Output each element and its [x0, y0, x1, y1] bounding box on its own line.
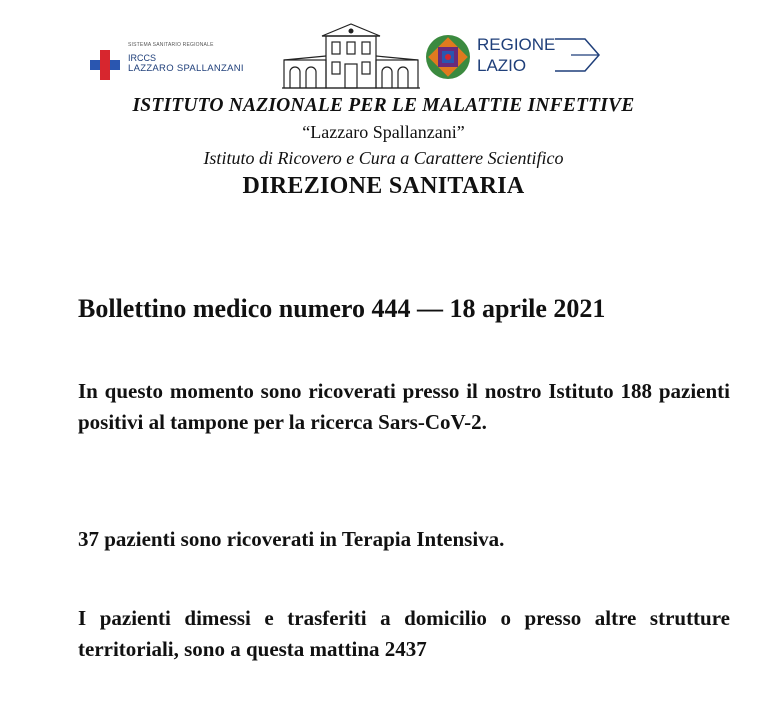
medical-cross-icon [90, 50, 120, 80]
institute-subname: “Lazzaro Spallanzani” [302, 122, 465, 142]
irccs-line2: LAZZARO SPALLANZANI [128, 63, 244, 74]
regione-lazio-logo [425, 32, 600, 82]
institute-name: ISTITUTO NAZIONALE PER LE MALATTIE INFETTIVE [132, 95, 635, 116]
institute-building-logo [282, 22, 420, 90]
institute-subtitle: Istituto di Ricovero e Cura a Carattere Scientifico [203, 148, 564, 168]
regione-line1: REGIONE [477, 35, 556, 54]
bulletin-paragraph-discharged: I pazienti dimessi e trasferiti a domicilio o presso altre strutture territoriali, sono a questa mattina 2437 [78, 606, 730, 661]
department-title: DIREZIONE SANITARIA [242, 173, 525, 199]
bulletin-paragraph-icu: 37 pazienti sono ricoverati in Terapia Intensiva. [78, 527, 505, 551]
irccs-spallanzani-logo [88, 42, 273, 82]
bulletin-title: Bollettino medico numero 444 — 18 aprile 2021 [78, 294, 606, 323]
bulletin-paragraph-admitted: In questo momento sono ricoverati presso il nostro Istituto 188 pazienti positivi al tampone per la ricerca Sars-CoV-2. [78, 379, 730, 434]
header-logos [0, 22, 767, 94]
irccs-small-text: SISTEMA SANITARIO REGIONALE [128, 42, 214, 48]
regione-line2: LAZIO [477, 56, 527, 75]
regione-x-mark-icon [555, 35, 600, 75]
irccs-line1: IRCCS [128, 53, 157, 63]
regione-emblem-icon [425, 34, 471, 80]
